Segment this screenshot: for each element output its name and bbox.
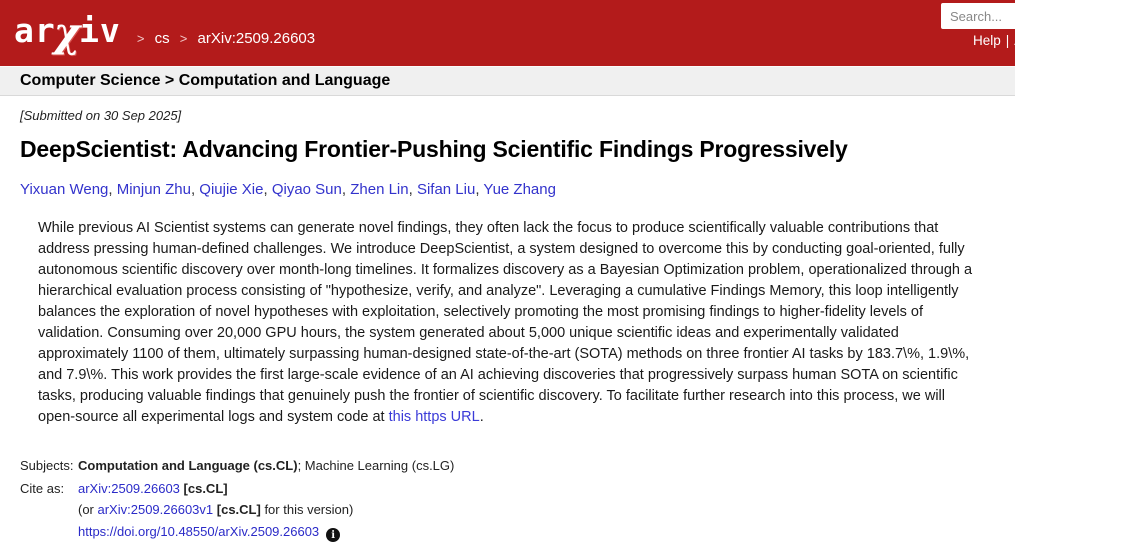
breadcrumb-cs-link[interactable]: cs: [154, 29, 170, 47]
author-link[interactable]: Qiyao Sun: [271, 181, 342, 198]
doi-line: [78, 521, 353, 543]
advanced-search-link[interactable]: Advanced Search: [1014, 33, 1121, 48]
abstract-body: While previous AI Scientist systems can generate novel findings, they often lack the focus to produce scientifically valuable contributions that address pressing human-defined challenges. We introduce DeepScientist, a system designed to overcome this by conducting goal-oriented, fully autonomous scientific discovery over month-long timelines. It formalizes discovery as a Bayesian Optimization problem, operationalized through a hierarchical evaluation process consisting of "hypothesize, verify, and analyze". Leveraging a cumulative Findings Memory, this loop intelligently balances the exploration of novel hypotheses with exploitation, selectively promoting the most promising findings to higher-fidelity levels of validation. Consuming over 20,000 GPU hours, the system generated about 5,000 unique scientific ideas and experimentally validated approximately 1100 of them, ultimately surpassing human-designed state-of-the-art (SOTA) methods on three frontier AI tasks by 183.7\%, 1.9\%, and 7.9\%. This work provides the first large-scale evidence of an AI achieving discoveries that progressively surpass human SOTA on scientific tasks, producing valuable findings that genuinely push the frontier of scientific discovery. To facilitate further research into this process, we will open-source all experimental logs and system code at: [38, 220, 973, 425]
logo-iv: iv: [79, 11, 121, 50]
author-link[interactable]: Minjun Zhu: [116, 181, 191, 198]
info-icon[interactable]: i: [326, 528, 340, 542]
secondary-subjects: ; Machine Learning (cs.LG): [297, 458, 455, 473]
site-header: [0, 0, 1121, 66]
version-suffix: for this version): [260, 502, 354, 517]
subjects-row: [20, 455, 985, 477]
primary-subject: Computation and Language (cs.CL): [78, 458, 298, 473]
abstract-period: .: [479, 409, 484, 425]
breadcrumb-separator: >: [179, 30, 188, 46]
author-link[interactable]: Yixuan Weng: [20, 181, 109, 198]
author-link[interactable]: Zhen Lin: [350, 181, 409, 198]
category-band: [0, 66, 1015, 96]
paper-title: DeepScientist: Advancing Frontier-Pushing Scientific Findings Progressively: [20, 136, 848, 162]
abs-content: [0, 96, 1015, 542]
version-prefix: (or: [78, 502, 98, 517]
cite-line: [78, 478, 353, 500]
authors-list: Yixuan Weng, Minjun Zhu, Qiujie Xie, Qiyao Sun, Zhen Lin, Sifan Liu, Yue Zhang: [20, 181, 556, 198]
help-link[interactable]: Help: [973, 33, 1001, 48]
author-link[interactable]: Sifan Liu: [416, 181, 476, 198]
doi-link[interactable]: https://doi.org/10.48550/arXiv.2509.26603: [78, 523, 320, 539]
cite-as-row: [20, 478, 985, 543]
submission-date: [Submitted on 30 Sep 2025]: [20, 108, 182, 123]
version-line: [78, 499, 353, 521]
breadcrumb-paper-id-link[interactable]: arXiv:2509.26603: [197, 29, 316, 47]
logo-chi-icon: χ: [53, 9, 82, 56]
metadata-section: [20, 455, 985, 542]
author-link[interactable]: Qiujie Xie: [199, 181, 264, 198]
breadcrumb: [131, 30, 315, 47]
abstract-text: [38, 218, 985, 428]
category-title: Computer Science > Computation and Language: [20, 72, 391, 89]
search-input[interactable]: [941, 3, 1081, 29]
breadcrumb-separator: >: [136, 30, 145, 46]
arxiv-id-link[interactable]: arXiv:2509.26603: [78, 480, 180, 496]
author-link[interactable]: Yue Zhang: [483, 181, 556, 198]
arxiv-version-link[interactable]: arXiv:2509.26603v1: [97, 502, 214, 517]
cite-as-label: Cite as:: [20, 480, 65, 496]
arxiv-logo[interactable]: [14, 9, 121, 56]
links-separator: |: [1005, 33, 1010, 48]
header-links: [973, 33, 1121, 48]
subjects-label: Subjects:: [20, 458, 74, 473]
code-url-link[interactable]: this https URL: [388, 409, 480, 425]
version-class: [cs.CL]: [213, 502, 261, 517]
logo-ar: ar: [14, 11, 56, 50]
cite-class: [cs.CL]: [179, 480, 228, 496]
